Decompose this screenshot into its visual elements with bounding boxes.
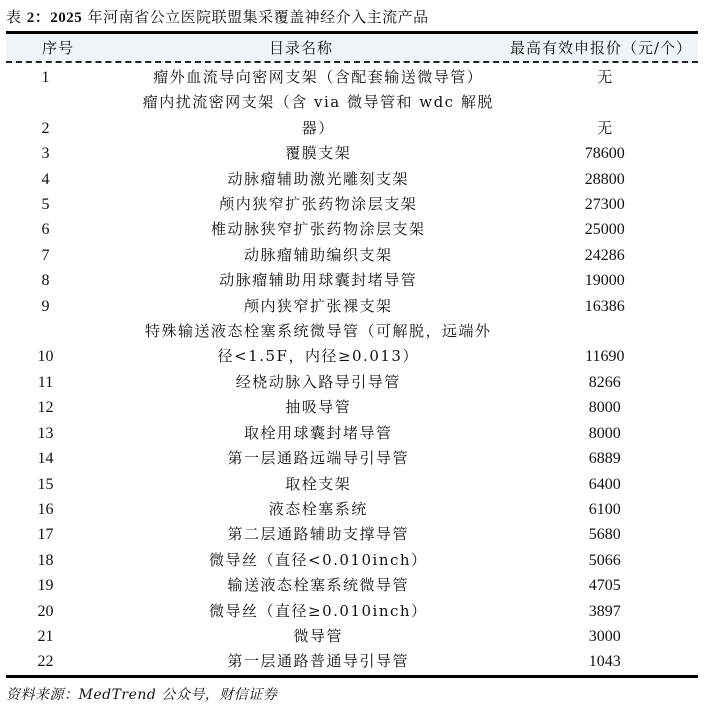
table-row: [6, 395, 698, 420]
row-name-line: 颅内狭窄扩张裸支架: [244, 296, 393, 315]
row-index: 22: [37, 653, 54, 671]
row-index: 13: [37, 424, 54, 442]
row-name: [125, 599, 512, 624]
row-price: 8000: [588, 399, 621, 417]
row-price: 无: [597, 68, 613, 86]
table-row: [6, 548, 698, 573]
title-text: 年河南省公立医院联盟集采覆盖神经介入主流产品: [87, 8, 429, 26]
row-price: 19000: [584, 272, 625, 290]
products-table: [6, 31, 698, 678]
row-index: 7: [41, 246, 50, 264]
source-footnote: 资料来源：MedTrend 公众号，财信证券: [6, 687, 278, 703]
row-name-line: 动脉瘤辅助用球囊封堵导管: [219, 271, 418, 290]
row-price: 3897: [588, 602, 621, 620]
table-row: [6, 421, 698, 446]
table-row: [6, 141, 698, 166]
row-price: 8000: [588, 424, 621, 442]
table-row: [6, 370, 698, 395]
table-row: [6, 294, 698, 319]
row-name-line: 椎动脉狭窄扩张药物涂层支架: [211, 220, 426, 239]
row-index: 3: [41, 145, 50, 163]
row-name-line: 第一层通路普通导引导管: [227, 652, 410, 671]
row-name-line: 特殊输送液态栓塞系统微导管（可解脱，远端外: [145, 322, 492, 341]
row-name: [125, 649, 512, 674]
row-name-line: 瘤内扰流密网支架（含 via 微导管和 wdc 解脱: [142, 93, 494, 112]
row-price: 无: [597, 118, 613, 137]
row-name-line: 动脉瘤辅助编织支架: [244, 245, 393, 264]
row-name-line: 瘤外血流导向密网支架（含配套输送微导管）: [153, 68, 484, 86]
row-index: 16: [37, 500, 54, 518]
row-index: 17: [37, 526, 54, 544]
row-name: [125, 370, 512, 395]
row-name: [125, 421, 512, 446]
row-price: 25000: [584, 221, 625, 239]
table-row: [6, 599, 698, 624]
table-row: [6, 624, 698, 649]
row-name-line: 颅内狭窄扩张药物涂层支架: [219, 195, 418, 214]
table-row: [6, 522, 698, 547]
table-row: [6, 268, 698, 293]
row-name-line: 第一层通路远端导引导管: [227, 449, 410, 468]
row-name-line: 器）: [301, 118, 335, 137]
header-index: 序号: [42, 39, 75, 57]
row-index: 15: [37, 475, 54, 493]
row-price: 24286: [584, 246, 625, 264]
table-row: [6, 649, 698, 674]
header-price: 最高有效申报价（元/个）: [509, 39, 692, 57]
table-row: [6, 192, 698, 217]
row-name: [125, 395, 512, 420]
table-row: [6, 217, 698, 242]
row-name: [125, 497, 512, 522]
row-price: 6100: [588, 500, 621, 518]
table-row: [6, 319, 698, 370]
row-name-line: 微导管: [293, 626, 344, 645]
title-prefix: 表: [6, 8, 22, 26]
row-index: 11: [37, 373, 54, 391]
row-name-line: 微导丝（直径<0.010inch）: [209, 550, 428, 569]
row-name-line: 微导丝（直径≥0.010inch）: [209, 601, 428, 620]
table-row: [6, 472, 698, 497]
row-price: 11690: [585, 348, 625, 366]
row-price: 8266: [588, 373, 621, 391]
row-name: [125, 268, 512, 293]
row-price: 1043: [588, 653, 621, 671]
table-body: [6, 63, 698, 675]
table-row: [6, 243, 698, 268]
row-price: 27300: [584, 196, 625, 214]
row-price: 5680: [588, 526, 621, 544]
row-name: [125, 217, 512, 242]
row-name-line: 覆膜支架: [285, 144, 352, 163]
row-name: [125, 294, 512, 319]
row-index: 14: [37, 450, 54, 468]
row-name-line: 径<1.5F，内径≥0.013）: [217, 347, 419, 366]
row-index: 20: [37, 602, 54, 620]
row-name-line: 第二层通路辅助支撑导管: [227, 525, 410, 544]
row-price: 78600: [584, 145, 625, 163]
row-price: 16386: [584, 297, 625, 315]
row-name-line: 取栓用球囊封堵导管: [244, 423, 393, 442]
row-index: 12: [37, 399, 54, 417]
row-name: [125, 90, 512, 141]
table-title: [6, 7, 429, 28]
row-index: 2: [41, 119, 50, 137]
bottom-rule: [6, 675, 698, 678]
row-price: 28800: [584, 170, 625, 188]
table-row: [6, 573, 698, 598]
table-row: [6, 446, 698, 471]
row-index: 19: [37, 577, 54, 595]
row-index: 18: [37, 551, 54, 569]
row-index: 4: [41, 170, 50, 188]
row-index: 5: [41, 196, 50, 214]
row-name: [125, 548, 512, 573]
row-name: [125, 65, 512, 90]
row-name: [125, 192, 512, 217]
row-name: [125, 624, 512, 649]
header-name: 目录名称: [268, 39, 333, 57]
row-price: 6400: [588, 475, 621, 493]
table-row: [6, 497, 698, 522]
row-name-line: 动脉瘤辅助激光雕刻支架: [227, 169, 410, 188]
row-price: 4705: [588, 577, 621, 595]
row-name-line: 抽吸导管: [285, 398, 352, 417]
row-price: 5066: [588, 551, 621, 569]
row-name: [125, 243, 512, 268]
row-index: 10: [37, 348, 54, 366]
row-name: [125, 167, 512, 192]
table-header: [6, 34, 698, 63]
row-index: 8: [41, 272, 50, 290]
table-row: [6, 65, 698, 90]
title-number: 2：2025: [26, 10, 83, 26]
row-name-line: 液态栓塞系统: [268, 499, 368, 518]
row-name: [125, 573, 512, 598]
table-row: [6, 90, 698, 141]
row-name: [125, 446, 512, 471]
row-price: 3000: [588, 627, 621, 645]
row-name: [125, 141, 512, 166]
table-row: [6, 167, 698, 192]
row-name-line: 经桡动脉入路导引导管: [235, 372, 401, 391]
row-name-line: 取栓支架: [285, 474, 352, 493]
row-index: 9: [41, 297, 50, 315]
row-index: 21: [37, 627, 54, 645]
row-name: [125, 472, 512, 497]
row-price: 6889: [588, 450, 621, 468]
row-index: 1: [41, 69, 50, 86]
row-index: 6: [41, 221, 50, 239]
row-name-line: 输送液态栓塞系统微导管: [227, 576, 410, 595]
row-name: [125, 522, 512, 547]
row-name: [125, 319, 512, 370]
